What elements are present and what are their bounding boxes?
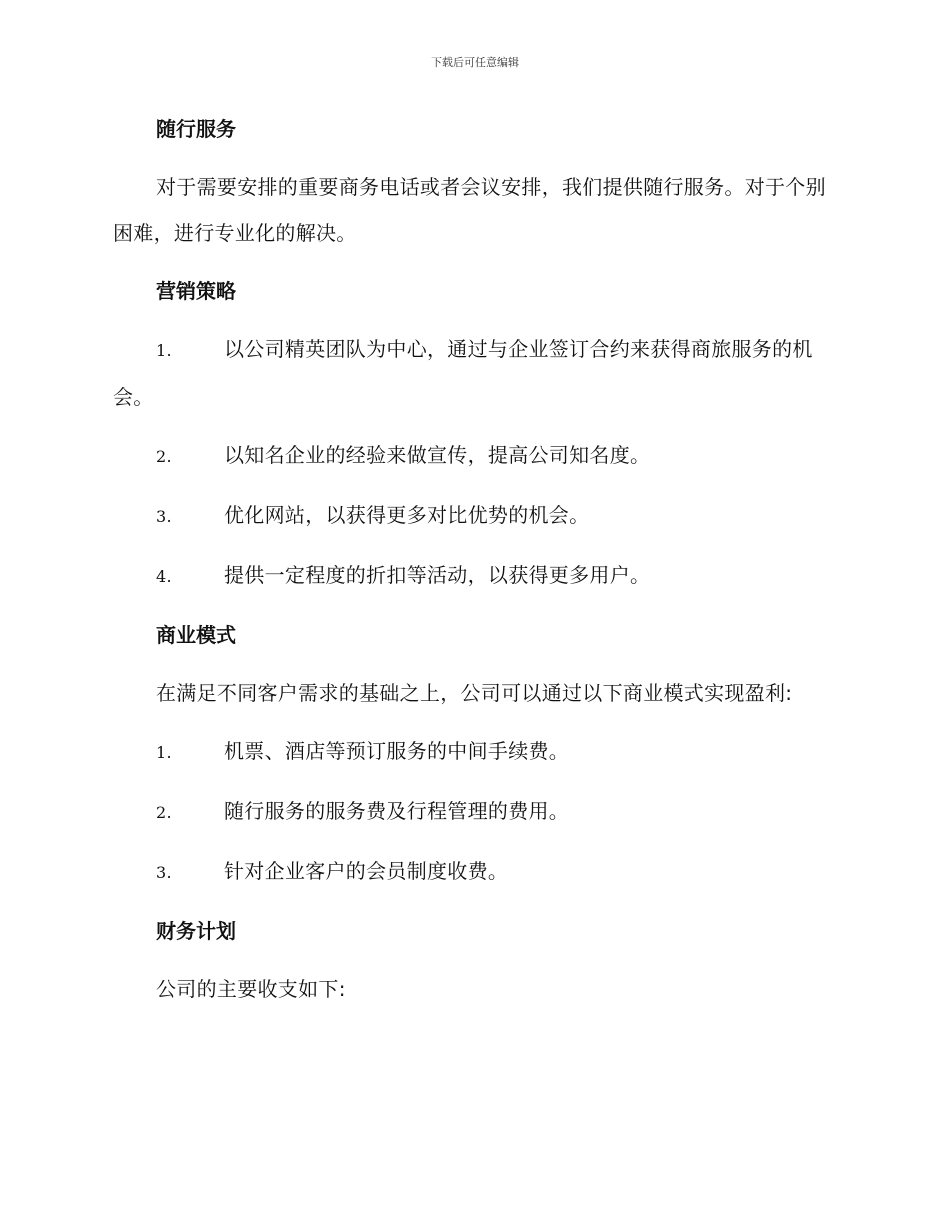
section-heading-marketing: 营销策略 [156, 279, 236, 303]
section-heading-business-model: 商业模式 [156, 623, 236, 647]
list-text: 随行服务的服务费及行程管理的费用。 [224, 799, 570, 823]
section-paragraph-finance: 公司的主要收支如下: [156, 977, 346, 1001]
list-number: 4. [156, 567, 172, 586]
document-body [113, 106, 835, 1024]
list-number: 3. [156, 507, 172, 526]
list-text: 机票、酒店等预订服务的中间手续费。 [224, 739, 570, 763]
list-text: 针对企业客户的会员制度收费。 [224, 859, 509, 883]
list-item [113, 728, 835, 776]
section-paragraph-accompany: 对于需要安排的重要商务电话或者会议安排，我们提供随行服务。对于个别困难，进行专业化的解决。 [113, 175, 826, 245]
section-heading-accompany: 随行服务 [156, 117, 236, 141]
list-number: 1. [156, 743, 172, 762]
list-text: 以知名企业的经验来做宣传，提高公司知名度。 [224, 443, 651, 467]
list-item [113, 848, 835, 896]
list-text: 优化网站，以获得更多对比优势的机会。 [224, 503, 590, 527]
page-header: 下载后可任意编辑 [431, 56, 519, 69]
list-item [113, 432, 835, 480]
list-text: 提供一定程度的折扣等活动，以获得更多用户。 [224, 563, 651, 587]
list-item [113, 788, 835, 836]
list-number: 3. [156, 863, 172, 882]
section-heading-finance: 财务计划 [156, 919, 236, 943]
section-paragraph-business-model: 在满足不同客户需求的基础之上，公司可以通过以下商业模式实现盈利: [156, 681, 793, 705]
list-number: 2. [156, 803, 172, 822]
list-number: 2. [156, 447, 172, 466]
list-text: 以公司精英团队为中心，通过与企业签订合约来获得商旅服务的机会。 [113, 337, 813, 409]
list-number: 1. [156, 341, 172, 360]
list-item [113, 326, 835, 420]
list-item [113, 552, 835, 600]
list-item [113, 492, 835, 540]
